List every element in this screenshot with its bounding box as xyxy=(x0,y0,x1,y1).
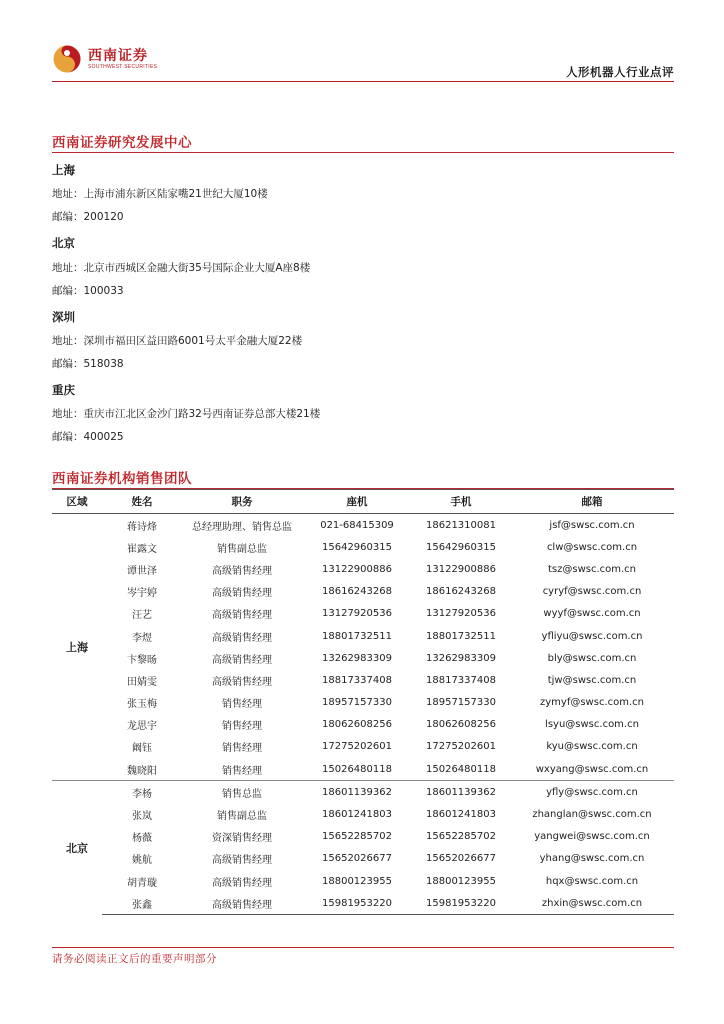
name-cell: 魏晓阳 xyxy=(127,765,157,777)
research-center-title: 西南证券研究发展中心 xyxy=(52,135,192,151)
column-header-title: 职务 xyxy=(182,490,302,514)
table-row xyxy=(52,625,674,647)
table-row xyxy=(52,870,674,892)
mobile-cell: 15026480118 xyxy=(426,763,496,775)
name-cell: 阚钰 xyxy=(132,743,152,755)
email-cell: yhang@swsc.com.cn xyxy=(539,853,645,865)
company-logo xyxy=(52,44,157,74)
email-cell: tjw@swsc.com.cn xyxy=(547,674,637,686)
footer-disclaimer: 请务必阅读正文后的重要声明部分 xyxy=(52,953,217,965)
name-cell: 杨薇 xyxy=(132,833,152,845)
table-row xyxy=(52,692,674,714)
office-address-beijing: 地址：北京市西城区金融大街35号国际企业大厦A座8楼 xyxy=(52,262,311,274)
column-header-email: 邮箱 xyxy=(510,490,674,514)
email-cell: yfly@swsc.com.cn xyxy=(510,781,674,804)
title-cell: 销售经理 xyxy=(222,743,262,755)
title-cell: 高级销售经理 xyxy=(212,676,272,688)
email-cell: clw@swsc.com.cn xyxy=(546,541,638,553)
name-cell: 李煜 xyxy=(132,632,152,644)
title-cell: 销售经理 xyxy=(222,721,262,733)
email-cell: kyu@swsc.com.cn xyxy=(546,741,638,753)
office-postcode-shanghai: 邮编：200120 xyxy=(52,211,124,223)
name-cell: 田婧雯 xyxy=(127,676,157,688)
table-row xyxy=(52,848,674,870)
phone-cell: 13127920536 xyxy=(322,608,392,620)
table-row xyxy=(52,736,674,758)
mobile-cell: 18601139362 xyxy=(412,781,510,804)
mobile-cell: 18957157330 xyxy=(426,697,496,709)
mobile-cell: 18817337408 xyxy=(426,674,496,686)
email-cell: wyyf@swsc.com.cn xyxy=(543,608,641,620)
table-row xyxy=(52,826,674,848)
office-postcode-shenzhen: 邮编：518038 xyxy=(52,358,124,370)
region-cell: 北京 xyxy=(52,781,102,915)
phone-cell: 18616243268 xyxy=(322,586,392,598)
title-cell: 销售副总监 xyxy=(217,543,267,555)
name-cell: 李杨 xyxy=(102,781,182,804)
mobile-cell: 18062608256 xyxy=(426,719,496,731)
mobile-cell: 18601241803 xyxy=(426,809,496,821)
title-cell: 高级销售经理 xyxy=(212,877,272,889)
research-center-divider xyxy=(52,152,674,153)
mobile-cell: 18801732511 xyxy=(426,630,496,642)
header-divider xyxy=(52,81,674,82)
mobile-cell: 18616243268 xyxy=(426,586,496,598)
title-cell: 高级销售经理 xyxy=(212,565,272,577)
email-cell: tsz@swsc.com.cn xyxy=(547,563,637,575)
phone-cell: 17275202601 xyxy=(322,741,392,753)
title-cell: 高级销售经理 xyxy=(212,588,272,600)
title-cell: 总经理助理、销售总监 xyxy=(192,521,292,533)
phone-cell: 18601139362 xyxy=(302,781,412,804)
phone-cell: 15652285702 xyxy=(322,831,392,843)
column-header-phone: 座机 xyxy=(302,490,412,514)
office-postcode-chongqing: 邮编：400025 xyxy=(52,431,124,443)
phone-cell: 13262983309 xyxy=(322,652,392,664)
title-cell: 销售副总监 xyxy=(217,811,267,823)
mobile-cell: 18800123955 xyxy=(426,875,496,887)
table-row xyxy=(52,603,674,625)
column-header-region: 区域 xyxy=(52,490,102,514)
table-row xyxy=(52,514,674,537)
email-cell: zhanglan@swsc.com.cn xyxy=(532,809,652,821)
office-city-beijing: 北京 xyxy=(52,236,75,250)
sales-team-title: 西南证券机构销售团队 xyxy=(52,471,192,487)
name-cell: 崔露文 xyxy=(127,543,157,555)
title-cell: 销售经理 xyxy=(222,765,262,777)
name-cell: 龙思宇 xyxy=(127,721,157,733)
mobile-cell: 15642960315 xyxy=(426,541,496,553)
name-cell: 卞黎旸 xyxy=(127,654,157,666)
phone-cell: 15981953220 xyxy=(302,892,412,915)
table-row xyxy=(52,581,674,603)
name-cell: 张岚 xyxy=(132,811,152,823)
phone-cell: 18817337408 xyxy=(322,674,392,686)
phone-cell: 15026480118 xyxy=(322,763,392,775)
mobile-cell: 15652285702 xyxy=(426,831,496,843)
phone-cell: 18062608256 xyxy=(322,719,392,731)
name-cell: 汪艺 xyxy=(132,610,152,622)
logo-name-en: SOUTHWEST SECURITIES xyxy=(88,63,158,70)
title-cell: 高级销售经理 xyxy=(212,632,272,644)
office-address-chongqing: 地址：重庆市江北区金沙门路32号西南证券总部大楼21楼 xyxy=(52,408,321,420)
name-cell: 张鑫 xyxy=(102,892,182,915)
email-cell: yangwei@swsc.com.cn xyxy=(534,831,650,843)
logo-name-cn: 西南证券 xyxy=(88,47,148,64)
mobile-cell: 13122900886 xyxy=(426,563,496,575)
table-row xyxy=(52,758,674,781)
phone-cell: 15642960315 xyxy=(322,541,392,553)
table-row xyxy=(52,803,674,825)
table-row xyxy=(52,781,674,804)
email-cell: zymyf@swsc.com.cn xyxy=(540,697,644,709)
mobile-cell: 18621310081 xyxy=(426,519,496,531)
email-cell: lsyu@swsc.com.cn xyxy=(545,719,639,731)
table-row xyxy=(52,714,674,736)
office-city-shenzhen: 深圳 xyxy=(52,310,75,324)
sales-team-table-body xyxy=(52,514,674,915)
title-cell: 销售总监 xyxy=(182,781,302,804)
table-header-row xyxy=(52,490,674,514)
name-cell: 谭世泽 xyxy=(127,565,157,577)
office-address-shanghai: 地址：上海市浦东新区陆家嘴21世纪大厦10楼 xyxy=(52,188,268,200)
report-category-title: 人形机器人行业点评 xyxy=(566,65,674,79)
name-cell: 胡青璇 xyxy=(127,877,157,889)
table-row xyxy=(52,669,674,691)
name-cell: 张玉梅 xyxy=(127,699,157,711)
mobile-cell: 15652026677 xyxy=(426,853,496,865)
phone-cell: 021-68415309 xyxy=(320,519,394,531)
phone-cell: 18801732511 xyxy=(322,630,392,642)
email-cell: wxyang@swsc.com.cn xyxy=(535,763,649,775)
page-header xyxy=(52,40,674,80)
title-cell: 销售经理 xyxy=(222,699,262,711)
name-cell: 蒋诗烽 xyxy=(127,521,157,533)
phone-cell: 18800123955 xyxy=(322,875,392,887)
office-address-shenzhen: 地址：深圳市福田区益田路6001号太平金融大厦22楼 xyxy=(52,335,303,347)
phone-cell: 18601241803 xyxy=(322,809,392,821)
phone-cell: 15652026677 xyxy=(322,853,392,865)
email-cell: hqx@swsc.com.cn xyxy=(545,875,639,887)
title-cell: 高级销售经理 xyxy=(212,610,272,622)
title-cell: 高级销售经理 xyxy=(182,892,302,915)
title-cell: 高级销售经理 xyxy=(212,855,272,867)
mobile-cell: 13127920536 xyxy=(426,608,496,620)
phone-cell: 18957157330 xyxy=(322,697,392,709)
phone-cell: 13122900886 xyxy=(322,563,392,575)
name-cell: 岑宇婷 xyxy=(127,588,157,600)
email-cell: bly@swsc.com.cn xyxy=(547,652,637,664)
email-cell: zhxin@swsc.com.cn xyxy=(510,892,674,915)
table-row xyxy=(52,647,674,669)
region-cell: 上海 xyxy=(66,641,88,655)
office-postcode-beijing: 邮编：100033 xyxy=(52,285,124,297)
office-city-chongqing: 重庆 xyxy=(52,383,75,397)
sales-team-table xyxy=(52,489,674,915)
logo-icon xyxy=(52,44,82,74)
mobile-cell: 17275202601 xyxy=(426,741,496,753)
column-header-name: 姓名 xyxy=(102,490,182,514)
table-row xyxy=(52,558,674,580)
name-cell: 姚航 xyxy=(132,855,152,867)
title-cell: 高级销售经理 xyxy=(212,654,272,666)
footer-divider xyxy=(52,947,674,948)
column-header-mobile: 手机 xyxy=(412,490,510,514)
mobile-cell: 15981953220 xyxy=(412,892,510,915)
mobile-cell: 13262983309 xyxy=(426,652,496,664)
email-cell: jsf@swsc.com.cn xyxy=(549,519,635,531)
email-cell: yfliyu@swsc.com.cn xyxy=(541,630,643,642)
table-row xyxy=(52,536,674,558)
office-city-shanghai: 上海 xyxy=(52,163,75,177)
title-cell: 资深销售经理 xyxy=(212,833,272,845)
email-cell: cyryf@swsc.com.cn xyxy=(542,586,642,598)
table-row xyxy=(52,892,674,915)
